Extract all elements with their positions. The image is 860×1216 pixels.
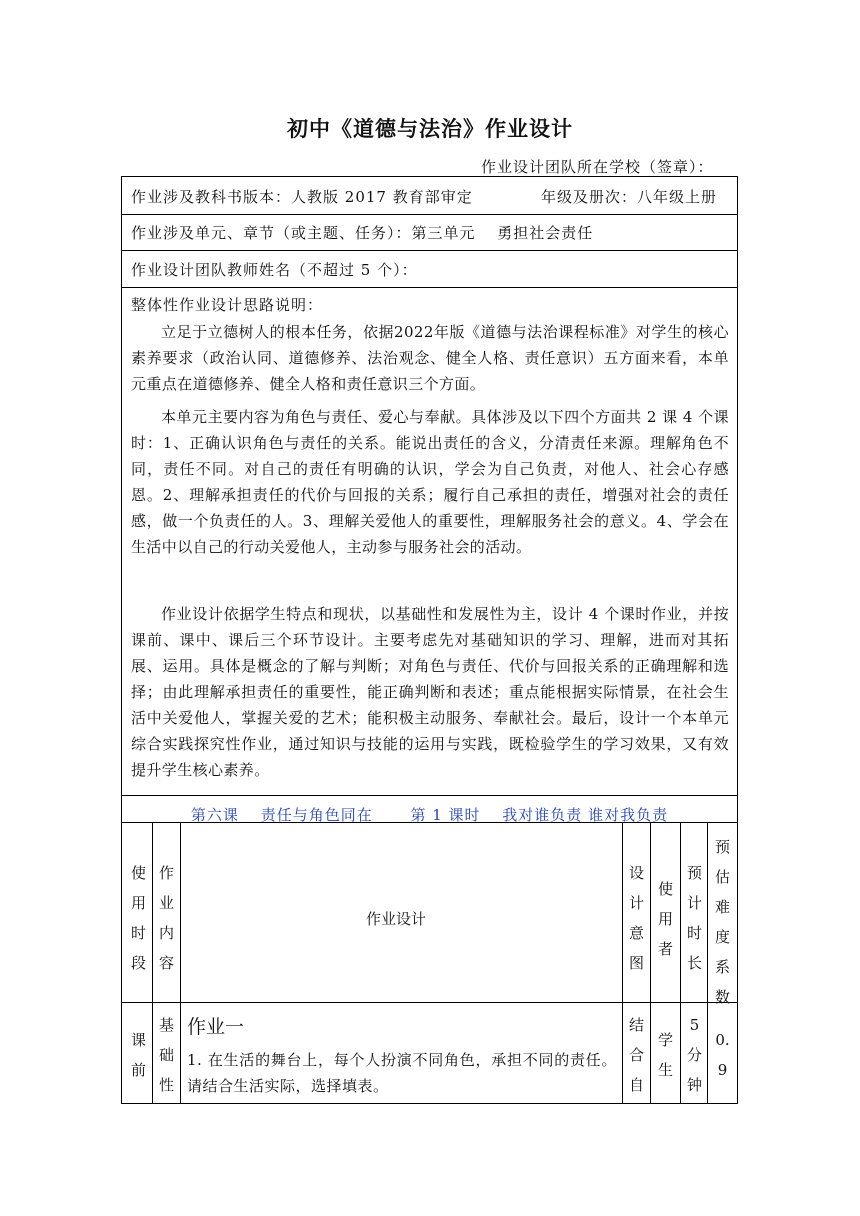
row-divider [121,1002,738,1003]
homework-title: 作业一 [187,1016,245,1038]
page-title: 初中《道德与法治》作业设计 [287,117,573,141]
design-paragraph-2: 本单元主要内容为角色与责任、爱心与奉献。具体涉及以下四个方面共 2 课 4 个课时：1、正确认识角色与责任的关系。能说出责任的含义，分清责任来源。理解角色不同，责任不同。对自己的责任有明确的认识，学会为自己负责，对他人、社会心存感恩。2、理解承担责任的代价与回报的关系；履行自己承担的责任，增强对社会的责任感，做一个负责任的人。3、理解关爱他人的重要性，理解服务社会的意义。4、学会在生活中以自己的行动关爱他人，主动参与服务社会的活动。 [131,408,729,556]
header-user: 使用者 [657,880,673,958]
header-difficulty: 预估难度系数 [714,838,730,1006]
cell-content-type: 基础性 [158,1016,174,1094]
design-paragraph-3: 作业设计依据学生特点和现状，以基础性和发展性为主，设计 4 个课时作业，并按课前、课中、课后三个环节设计。主要考虑先对基础知识的学习、理解，进而对其拓展、运用。具体是概念的了解与判断；对角色与责任、代价与回报关系的正确理解和选择；由此理解承担责任的重要性，能正确判断和表述；重点能根据实际情景，在社会生活中关爱他人，掌握关爱的艺术；能积极主动服务、奉献社会。最后，设计一个本单元综合实践探究性作业，通过知识与技能的运用与实践，既检验学生的学习效果，又有效提升学生核心素养。 [131,605,729,779]
row-divider [121,214,738,215]
lesson-heading: 第六课 责任与角色同在 第 1 课时 我对谁负责 谁对我负责 [190,806,669,824]
homework-question: 1. 在生活的舞台上，每个人扮演不同角色，承担不同的责任。请结合生活实际，选择填表。 [187,1051,617,1095]
cell-difficulty: 0. 9 [715,1031,730,1079]
header-intent: 设计意图 [628,864,644,972]
column-divider [152,823,153,1104]
school-signature-line: 作业设计团队所在学校（签章）： [481,158,714,176]
header-period: 使用时段 [130,864,146,972]
header-content: 作业内容 [158,864,174,972]
row-divider [121,287,738,288]
column-divider [707,823,708,1104]
column-divider [650,823,651,1104]
column-divider [622,823,623,1104]
cell-user: 学生 [657,1031,673,1079]
teacher-names: 作业设计团队教师姓名（不超过 5 个）： [131,261,418,279]
row-divider [121,250,738,251]
design-paragraph-1: 立足于立德树人的根本任务，依据2022年版《道德与法治课程标准》对学生的核心素养要求（政治认同、道德修养、法治观念、健全人格、责任意识）五方面来看，本单元重点在道德修养、健全人格和责任意识三个方面。 [131,323,729,393]
cell-period: 课前 [130,1031,146,1079]
textbook-version: 作业涉及教科书版本：人教版 2017 教育部审定 [131,188,473,206]
header-duration: 预计时长 [686,864,702,972]
overall-design-label: 整体性作业设计思路说明： [131,296,324,314]
unit-chapter: 作业涉及单元、章节（或主题、任务）：第三单元 勇担社会责任 [131,224,594,242]
cell-duration: 5 分钟 [686,1016,702,1094]
row-divider [121,795,738,796]
grade-volume: 年级及册次：八年级上册 [541,188,718,206]
cell-intent: 结合自 [628,1016,644,1094]
header-design: 作业设计 [366,910,427,928]
column-divider [180,823,181,1104]
column-divider [680,823,681,1104]
